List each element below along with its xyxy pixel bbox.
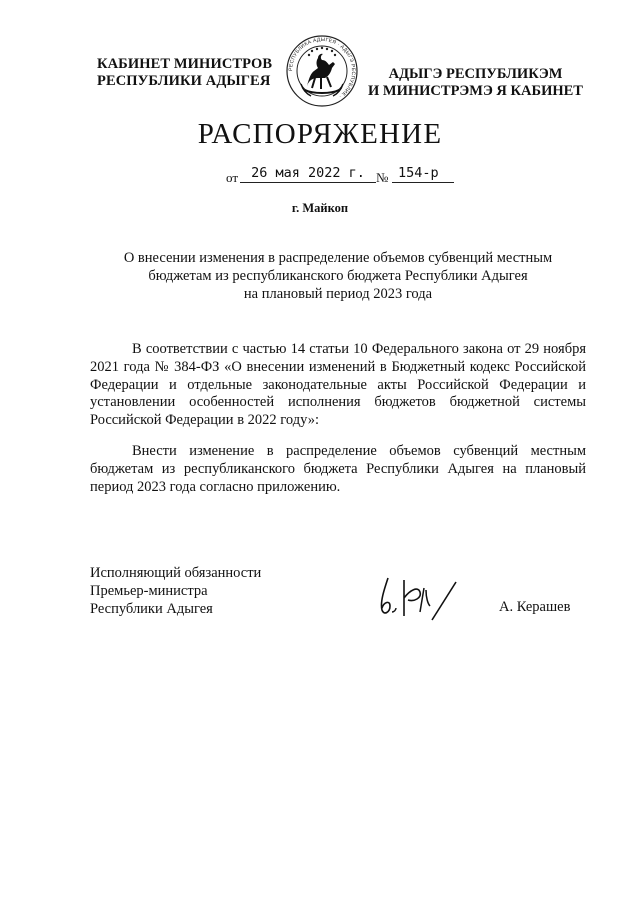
date-number-row [226, 166, 466, 188]
header-right-line1: АДЫГЭ РЕСПУБЛИКЭМ [388, 66, 563, 82]
city-label: г. Майкоп [291, 201, 349, 215]
document-date: 26 мая 2022 г. [240, 165, 376, 183]
date-prefix: от [226, 170, 239, 185]
svg-text:РЕСПУБЛИКА АДЫГЕЯ · АДЫГЭ РЕСП: РЕСПУБЛИКА АДЫГЕЯ · АДЫГЭ РЕСПУБЛИК · [287, 36, 357, 100]
header-left-org [97, 56, 277, 90]
header-right-org [368, 66, 583, 100]
body-paragraph-1: В соответствии с частью 14 статьи 10 Федерального закона от 29 ноября 2021 года № 384-ФЗ «О внесении изменений в Бюджетный кодекс Российской Федерации и отдельные законодательные акты Российской Федерации и установлении особенностей исполнения бюджетов бюджетной системы Российской Федерации в 2022 году»: [90, 341, 586, 429]
coat-of-arms-emblem [285, 34, 359, 108]
signatory-position [90, 565, 310, 618]
header-left-line1: КАБИНЕТ МИНИСТРОВ [97, 56, 273, 72]
number-prefix: № [376, 170, 389, 185]
document-title: РАСПОРЯЖЕНИЕ [197, 118, 443, 150]
handwritten-signature [374, 568, 464, 622]
signatory-name: А. Керашев [499, 599, 571, 615]
header-right-line2: И МИНИСТРЭМЭ Я КАБИНЕТ [368, 83, 583, 99]
body-paragraph-2: Внести изменение в распределение объемов субвенций местным бюджетам из республиканского бюджета Республики Адыгея на плановый период 2023 года согласно приложению. [90, 443, 586, 495]
subject-line3: на плановый период 2023 года [243, 286, 433, 302]
position-line3: Республики Адыгея [90, 600, 213, 617]
subject-line2: бюджетам из республиканского бюджета Республики Адыгея [148, 268, 528, 284]
subject-line1: О внесении изменения в распределение объемов субвенций местным [123, 250, 553, 266]
position-line2: Премьер-министра [90, 582, 208, 599]
document-number: 154-р [392, 165, 454, 183]
header-left-line2: РЕСПУБЛИКИ АДЫГЕЯ [97, 73, 271, 89]
position-line1: Исполняющий обязанности [90, 565, 262, 581]
document-subject [90, 249, 586, 303]
